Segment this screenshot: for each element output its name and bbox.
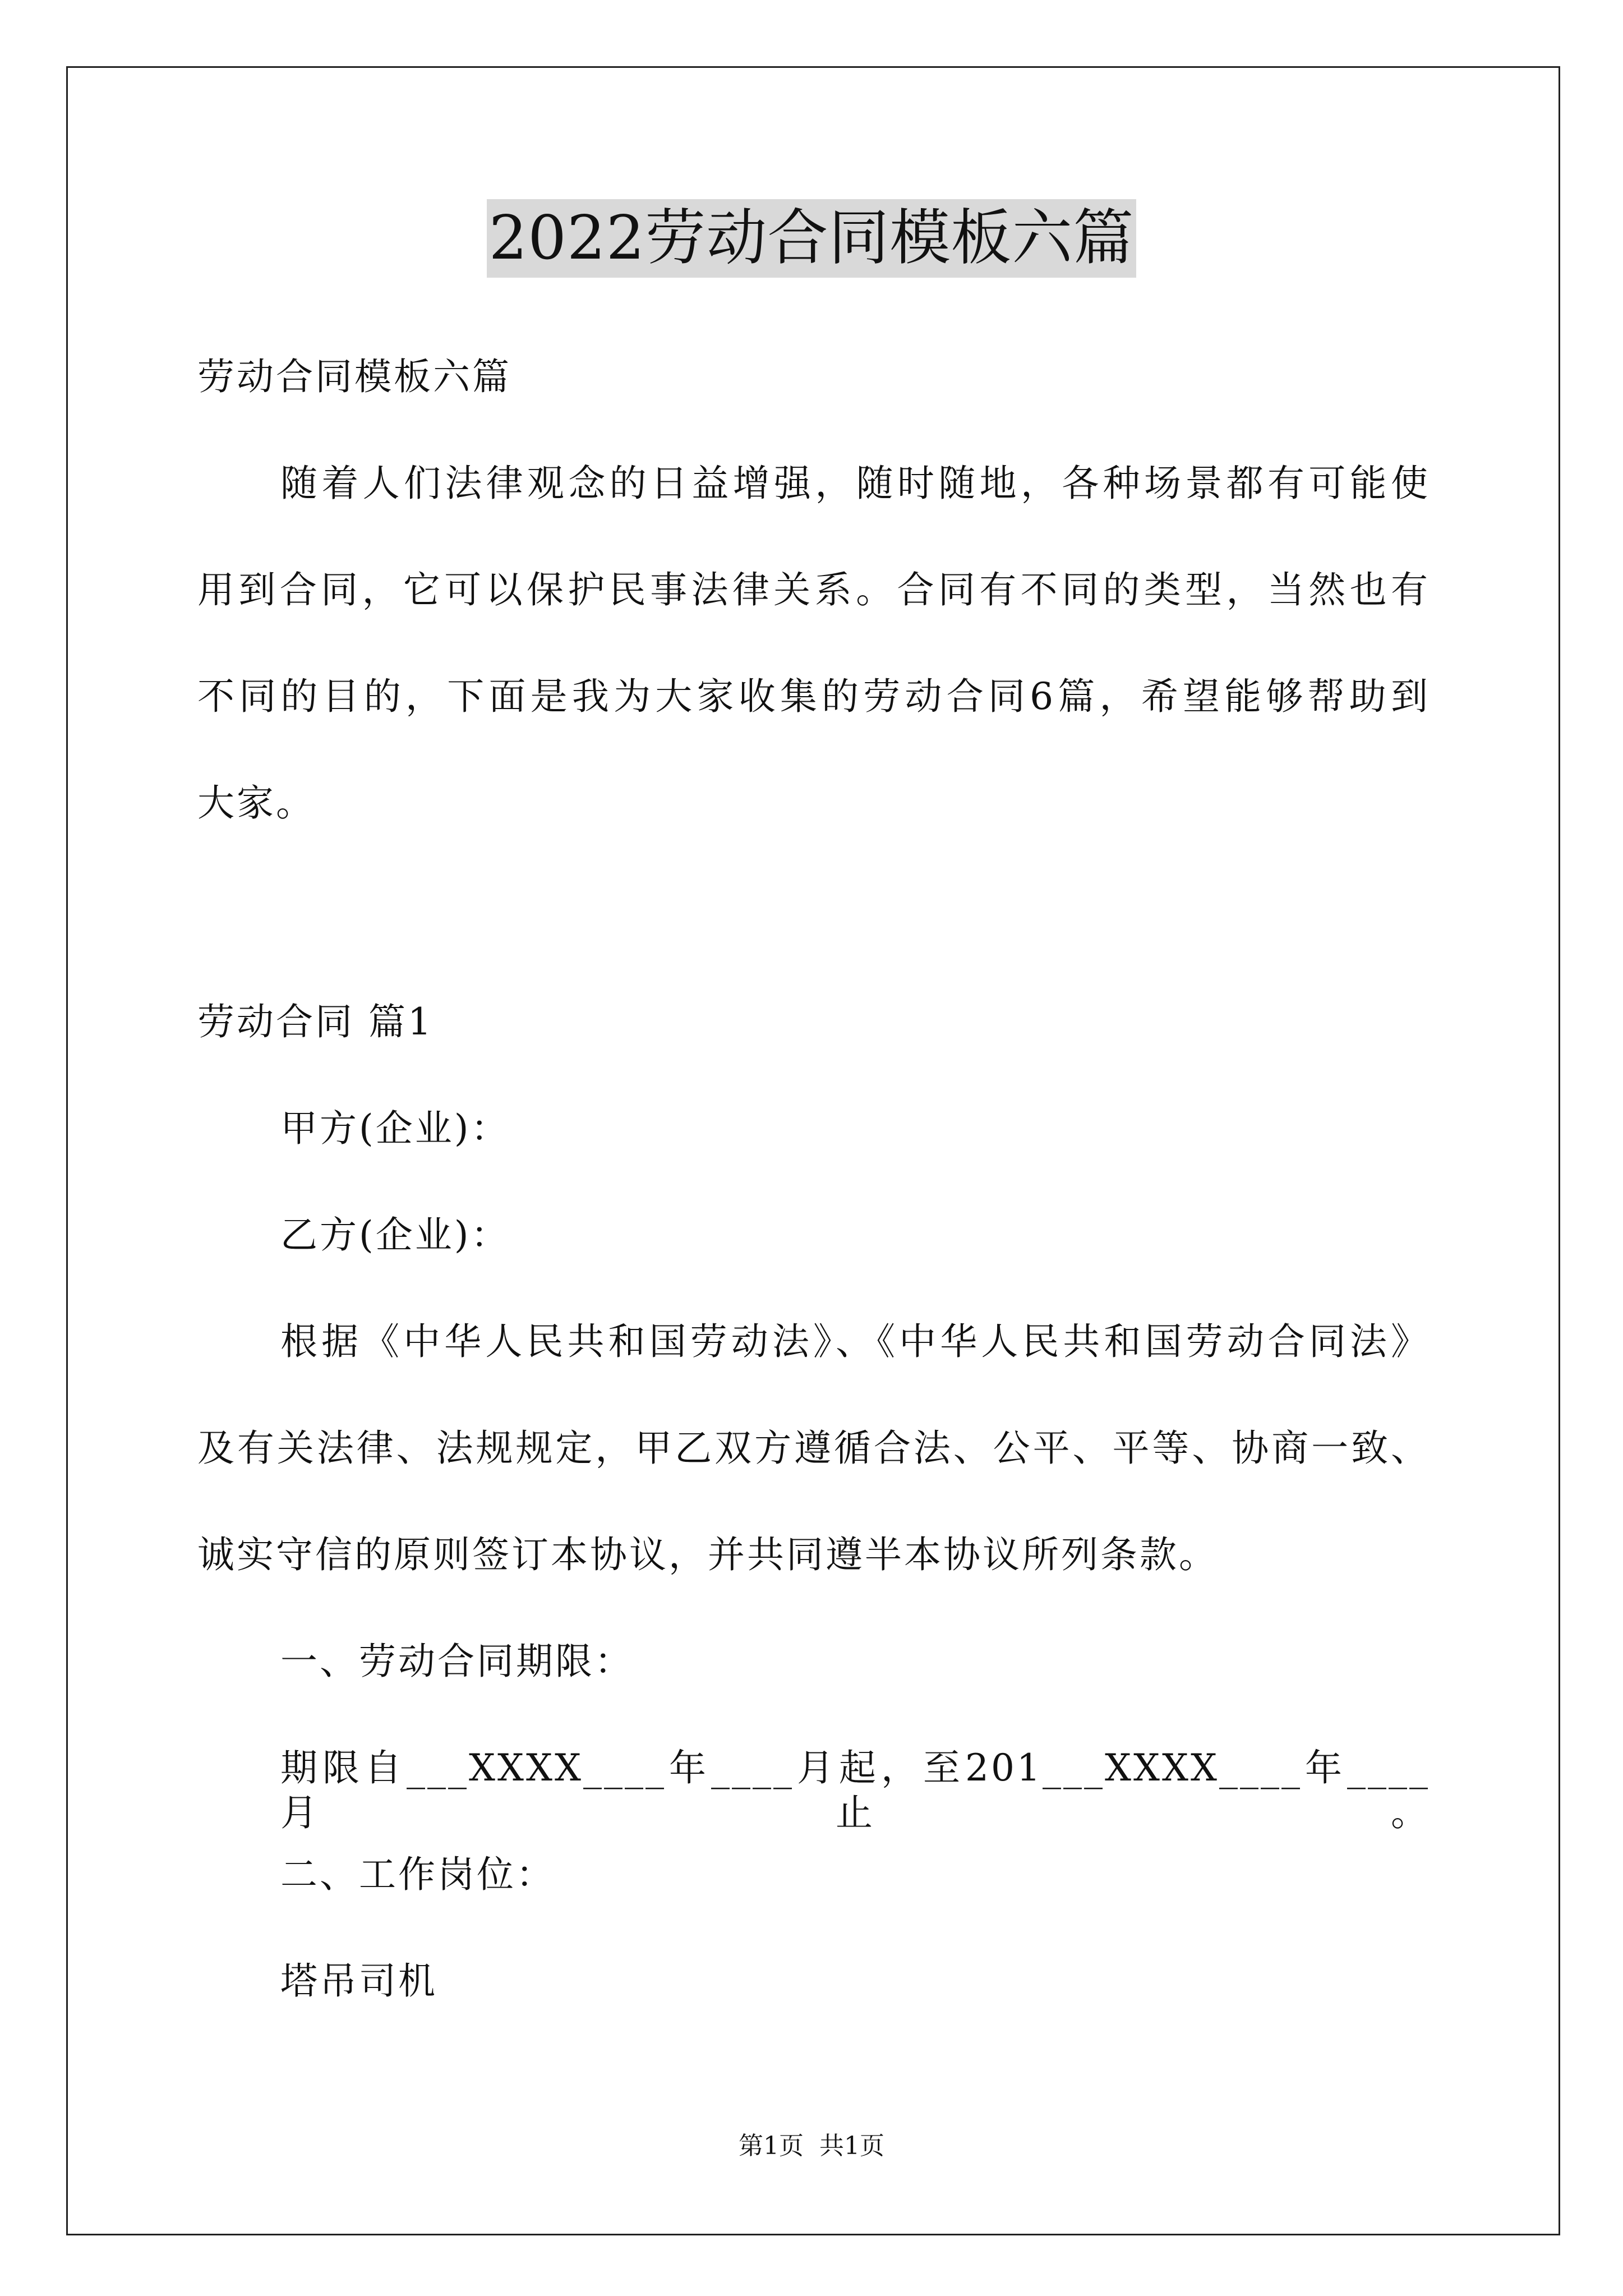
basis-line-1: 根据《中华人民共和国劳动法》、《中华人民共和国劳动合同法》	[280, 1320, 1430, 1363]
page-number-total: 共1页	[819, 2132, 884, 2160]
clause-1-heading: 一、劳动合同期限：	[280, 1640, 634, 1683]
basis-line-2: 及有关法律、法规规定，甲乙双方遵循合法、公平、平等、协商一致、	[197, 1427, 1430, 1470]
intro-line-3: 不同的目的，下面是我为大家收集的劳动合同6篇，希望能够帮助到	[197, 675, 1430, 718]
document-title: 2022劳动合同模板六篇	[487, 199, 1137, 278]
title-container	[0, 199, 1623, 278]
intro-line-2: 用到合同，它可以保护民事法律关系。合同有不同的类型，当然也有	[197, 568, 1430, 611]
clause-2-text: 塔吊司机	[280, 1959, 437, 2003]
party-a-label: 甲方(企业)：	[280, 1107, 510, 1150]
intro-line-1: 随着人们法律观念的日益增强，随时随地，各种场景都有可能使	[280, 462, 1430, 505]
clause-1-text: 期限自___XXXX____年____月起，至201___XXXX____年____月止。	[280, 1746, 1430, 1834]
clause-2-heading: 二、工作岗位：	[280, 1853, 555, 1896]
intro-line-4: 大家。	[197, 781, 315, 825]
party-b-label: 乙方(企业)：	[280, 1213, 510, 1257]
section-heading: 劳动合同 篇1	[197, 1000, 434, 1043]
basis-line-3: 诚实守信的原则签订本协议，并共同遵半本协议所列条款。	[197, 1533, 1218, 1576]
document-subtitle: 劳动合同模板六篇	[197, 355, 511, 398]
page-number-current: 第1页	[739, 2132, 804, 2160]
page-footer	[0, 2131, 1623, 2162]
